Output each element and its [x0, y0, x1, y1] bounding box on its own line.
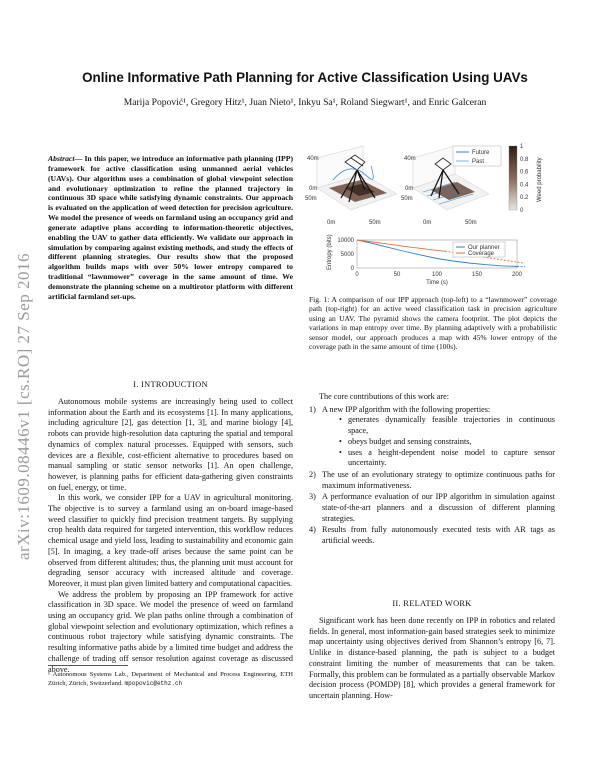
x-tick-label: 100: [431, 272, 443, 278]
introduction-body: [48, 397, 293, 675]
coverage-3d-view: [401, 146, 501, 226]
contribution-item: [309, 405, 555, 469]
left-y-label: 50m: [305, 196, 317, 202]
property-list: [322, 415, 555, 469]
right-y-label: 50m: [401, 196, 413, 202]
abstract-text: — In this paper, we introduce an informative path planning (IPP) framework for active classification using unmanned aerial vehicles (UAVs). Our algorithm uses a combination of global viewpoint selection and evolutionary optimization to refine the planned trajectory in continuous 3D space while satisfying dynamic constraints. Our approach is evaluated on the application of weed detection for precision agriculture. We model the presence of weeds on farmland using an occupancy grid and generate adaptive plans according to information-theoretic objectives, enabling the UAV to gather data efficiently. We validate our approach in simulation by comparing against existing methods, and study the effects of different planning strategies. Our results show that the proposed algorithm builds maps with over 50% lower entropy compared to traditional “lawnmower” coverage in the same amount of time. We demonstrate the planning scheme on a multirotor platform with different artificial farmland set-ups.: [48, 154, 293, 301]
left-x1-label: 50m: [369, 220, 381, 226]
legend-past: Past: [472, 159, 485, 165]
colorbar-tick-label: 0.2: [520, 195, 529, 202]
contributions: [309, 392, 555, 548]
colorbar-tick-label: 0.8: [520, 156, 529, 163]
contribution-number: 2): [309, 469, 316, 479]
contribution-item: [309, 525, 555, 546]
contribution-text: Results from fully autonomously executed tests with AR tags as artificial weeds.: [322, 525, 555, 546]
colorbar-tick-label: 0: [520, 208, 524, 214]
property-item: • uses a height-dependent noise model to capture sensor uncertainty.: [348, 448, 555, 469]
arxiv-stamp: [1, 185, 41, 565]
section-heading-related-work: II. RELATED WORK: [392, 599, 472, 608]
colorbar: [509, 144, 543, 214]
contribution-text: A new IPP algorithm with the following properties:: [322, 404, 491, 414]
colorbar-tick-label: 0.4: [520, 182, 529, 189]
right-x0-label: 0m: [423, 220, 432, 226]
intro-paragraph: We address the problem by proposing an IPP framework for active classification in 3D space. We model the presence of weed on farmland using an occupancy grid. We plan paths online through a combination of global viewpoint selection and evolutionary optimization, which refines a continuous robot trajectory while satisfying dynamic constraints. The resulting informative paths abide by a limited time budget and address the challenge of trading off sensor resolution against coverage as discussed above.: [48, 589, 293, 674]
right-z-bottom-label: 0m: [405, 186, 414, 192]
right-z-top-label: 40m: [404, 156, 416, 162]
y-tick-label: 10000: [337, 238, 354, 244]
footnote: [48, 670, 293, 688]
contribution-number: 4): [309, 525, 316, 535]
contribution-number: 3): [309, 492, 316, 502]
y-tick-label: 5000: [340, 252, 354, 258]
contribution-item: [309, 470, 555, 491]
left-x0-label: 0m: [327, 220, 336, 226]
colorbar-tick-label: 1: [520, 144, 524, 150]
footnote-email: mpopovic@ethz.ch: [124, 680, 183, 687]
contribution-text: A performance evaluation of our IPP algorithm in simulation against state-of-the-art planners and a discussion of different planning strategies.: [322, 492, 555, 523]
related-work-body: [309, 616, 555, 702]
arxiv-id: arXiv:1609.08446v1 [cs.RO] 27 Sep 2016: [14, 252, 33, 560]
colorbar-tick-label: 0.6: [520, 169, 529, 176]
x-tick-label: 200: [511, 272, 523, 278]
intro-paragraph: Autonomous mobile systems are increasingly being used to collect information about the Earth and its ecosystems [1]. In many applications, including agriculture [2], gas detection [1, 3], and marine biology [4], robots can provide high-resolution data capturing the spatial and temporal dynamics of complex natural processes. Equipped with sensors, such devices are a flexible, cost-efficient alternative to procedures based on manual sampling or static sensor networks [1]. An open challenge, however, is planning paths for efficient data-gathering given constraints on fuel, energy, or time.: [48, 397, 293, 492]
left-z-bottom-label: 0m: [309, 186, 318, 192]
right-x1-label: 50m: [465, 220, 477, 226]
legend-label: Our planner: [468, 245, 500, 251]
y-axis-label: Entropy (bits): [327, 234, 333, 270]
figure-1: [305, 140, 560, 292]
author-list: Marija Popović¹, Gregory Hitz¹, Juan Nieto¹, Inkyu Sa¹, Roland Siegwart¹, and Enric Galceran: [123, 97, 487, 108]
contribution-list: [309, 405, 555, 547]
property-item: • obeys budget and sensing constraints,: [348, 437, 555, 448]
left-z-top-label: 40m: [307, 156, 319, 162]
contributions-intro: The core contributions of this work are:: [319, 392, 450, 401]
property-item: • generates dynamically feasible trajectories in continuous space,: [348, 415, 555, 436]
contribution-text: The use of an evolutionary strategy to optimize continuous paths for maximum informativeness.: [322, 469, 555, 490]
section-heading-introduction: I. INTRODUCTION: [133, 380, 208, 389]
entropy-chart: [327, 234, 525, 286]
colorbar-label: Weed probability: [537, 157, 543, 202]
contribution-number: 1): [309, 404, 316, 414]
y-tick-label: 0: [350, 266, 354, 272]
intro-paragraph: In this work, we consider IPP for a UAV in agricultural monitoring. The objective is to survey a farmland using an on-board image-based weed classifier to quickly find precision treatment targets. By supplying crop health data required for targeted intervention, this workflow reduces chemical usage and yield loss, leading to sustainability and economic gain [5]. In imaging, a key trade-off arises because the same point can be observed from different altitudes; thus, the planning unit must account for degrading sensor accuracy with increased altitude and coverage. Moreover, it must plan given limited battery and computational capacities.: [48, 493, 293, 588]
related-paragraph: Significant work has been done recently on IPP in robotics and related fields. In general, most information-gain based strategies seek to minimize map uncertainty using objectives derived from Shannon’s entropy [6, 7]. Unlike in distance-based planning, the path is subject to a budget constraint limiting the number of measurements that can be taken. Formally, this problem can be formulated as a partially observable Markov decision process (POMDP) [8], which provides a general framework for uncertain planning. How-: [309, 616, 555, 700]
series-line: [357, 240, 445, 251]
x-axis-label: Time (s): [426, 280, 448, 286]
x-tick-label: 50: [393, 272, 401, 278]
footnote-rule: [48, 665, 128, 666]
ipp-3d-view: [305, 146, 397, 226]
legend-label: Coverage: [468, 251, 495, 257]
legend-future: Future: [472, 150, 490, 156]
abstract-label: Abstract: [48, 154, 75, 163]
figure-caption: Fig. 1: A comparison of our IPP approach (top-left) to a “lawnmower” coverage path (top-right) for an active weed classification task in precision agriculture using an UAV. The pyramid shows the camera footprint. The plot depicts the variations in map entropy over time. By planning adaptively with a probabilistic sensor model, our approach produces a map with 45% lower entropy of the coverage path in the same amount of time (100s).: [309, 295, 557, 352]
x-tick-label: 150: [471, 272, 483, 278]
x-tick-label: 0: [355, 272, 359, 278]
footnote-text: ¹ Autonomous Systems Lab., Department of Mechanical and Process Engineering, ETH Zürich, Zürich, Switzerland.: [48, 671, 293, 687]
abstract: [48, 154, 293, 302]
paper-title: Online Informative Path Planning for Active Classification Using UAVs: [82, 70, 528, 85]
contribution-item: [309, 492, 555, 524]
